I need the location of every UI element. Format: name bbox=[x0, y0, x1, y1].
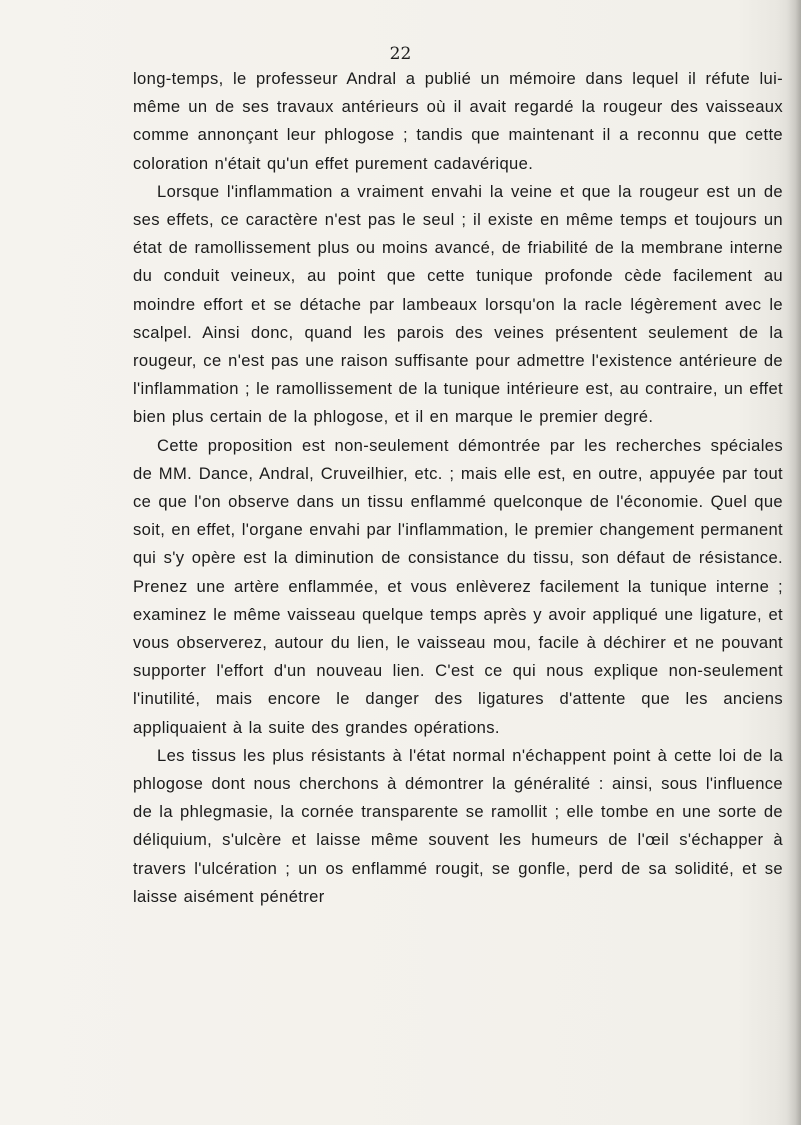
body-text bbox=[133, 65, 783, 911]
paragraph-1: long-temps, le professeur Andral a publié un mémoire dans lequel il réfute lui-même un de ses travaux antérieurs où il avait regardé la rougeur des vaisseaux comme annonçant leur phlogose ; tandis que maintenant il a reconnu que cette coloration n'était qu'un effet purement cadavérique. bbox=[133, 69, 783, 173]
paragraph-2: Lorsque l'inflammation a vraiment envahi la veine et que la rougeur est un de ses effets, ce caractère n'est pas le seul ; il existe en même temps et toujours un état de ramollissement plus ou moins avancé, de friabilité de la membrane interne du conduit veineux, au point que cette tunique profonde cède facilement au moindre effort et se détache par lambeaux lorsqu'on la racle légèrement avec le scalpel. Ainsi donc, quand les parois des veines présentent seulement de la rougeur, ce n'est pas une raison suffisante pour admettre l'existence antérieure de l'inflammation ; le ramollissement de la tunique intérieure est, au contraire, un effet bien plus certain de la phlogose, et il en marque le premier degré. bbox=[133, 181, 784, 427]
page-edge-shadow bbox=[787, 0, 801, 1125]
page-number: 22 bbox=[389, 44, 412, 64]
paragraph-4: Les tissus les plus résistants à l'état normal n'échappent point à cette loi de la phlogose dont nous cherchons à démontrer la généralité : ainsi, sous l'influence de la phlegmasie, la cornée transparente se ramollit ; elle tombe en une sorte de déliquium, s'ulcère et laisse même souvent les humeurs de l'œil s'échapper à travers l'ulcération ; un os enflammé rougit, se gonfle, perd de sa solidité, et se laisse aisément pénétrer bbox=[133, 745, 783, 906]
paragraph-3: Cette proposition est non-seulement démontrée par les recherches spéciales de MM. Dance, Andral, Cruveilhier, etc. ; mais elle est, en outre, appuyée par tout ce que l'on observe dans un tissu enflammé quelconque de l'économie. Quel que soit, en effet, l'organe envahi par l'inflammation, le premier changement permanent qui s'y opère est la diminution de consistance du tissu, son défaut de résistance. Prenez une artère enflammée, et vous enlèverez facilement la tunique interne ; examinez le même vaisseau quelque temps après y avoir appliqué une ligature, et vous observerez, autour du lien, le vaisseau mou, facile à déchirer et ne pouvant supporter l'effort d'un nouveau lien. C'est ce qui nous explique non-seulement l'inutilité, mais encore le danger des ligatures d'attente que les anciens appliquaient à la suite des grandes opérations. bbox=[133, 435, 783, 737]
